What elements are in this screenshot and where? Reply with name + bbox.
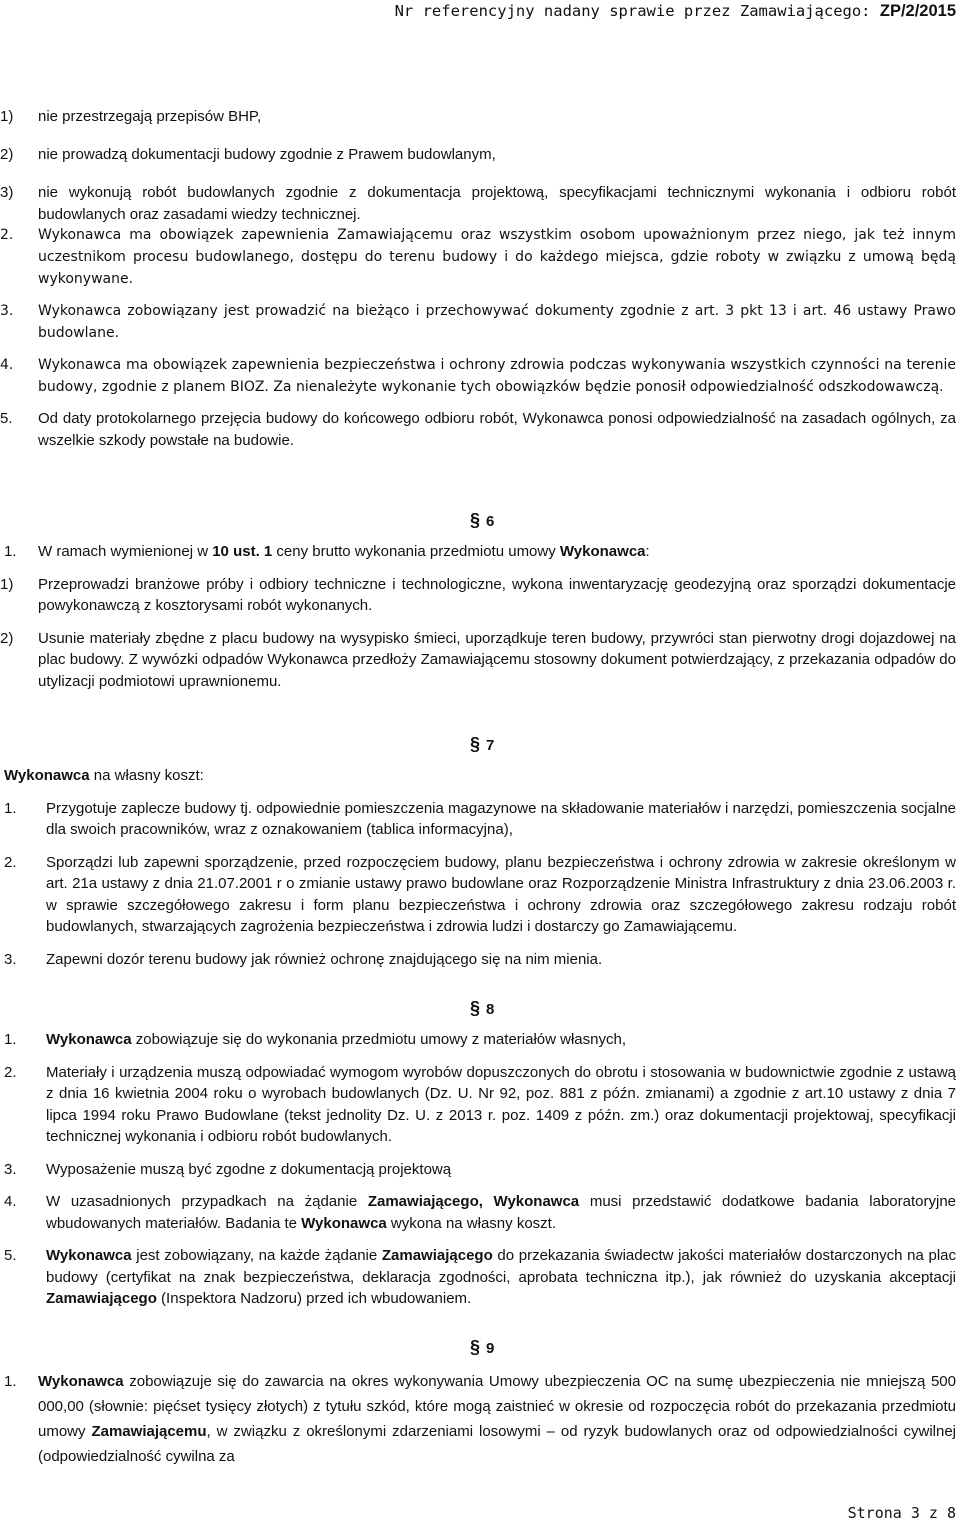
section-8-heading: § 8: [470, 998, 495, 1018]
list-a: [0, 106, 960, 225]
list-item: 1. Przygotuje zaplecze budowy tj. odpowiednie pomieszczenia magazynowe na składowanie materiałów i narzędzi, pomieszczenia socjalne dla swoich pracowników, wraz z oznakowaniem (tablica informacyjna),: [4, 799, 956, 838]
list-item: 1) nie przestrzegają przepisów BHP,: [0, 108, 262, 125]
page-number: Strona 3 z 8: [847, 1504, 956, 1522]
list-item: 3) nie wykonują robót budowlanych zgodnie z dokumentacja projektową, specyfikacjami technicznymi wykonania i odbioru robót budowlanych oraz zasadami wiedzy technicznej.: [0, 184, 956, 223]
section-7-intro: Wykonawca na własny koszt:: [4, 767, 204, 784]
list-item: 1. Wykonawca zobowiązuje się do zawarcia na okres wykonywania Umowy ubezpieczenia OC na sumę ubezpieczenia nie mniejszą 500 000,00 (słownie: pięćset tysięcy złotych) z tytułu szkód, które mogą zaistnieć w okresie od rozpoczęcia robót do przekazania przedmiotu umowy Zamawiającemu, w związku z określonymi zdarzeniami losowymi – od ryzyk budowlanych oraz od odpowiedzialności cywilnej (odpowiedzialność cywilna za: [4, 1373, 956, 1465]
list-item: 4. W uzasadnionych przypadkach na żądanie Zamawiającego, Wykonawca musi przedstawić dodatkowe badania laboratoryjne wbudowanych materiałów. Badania te Wykonawca wykona na własny koszt.: [4, 1193, 957, 1232]
list-item: 5. Wykonawca jest zobowiązany, na każde żądanie Zamawiającego do przekazania świadectw jakości materiałów dostarczonych na plac budowy (certyfikat na znak bezpieczeństwa, deklaracja zgodności, aprobata techniczna itp.), jak również do uzyskania akceptacji Zamawiającego (Inspektora Nadzoru) przed ich wbudowaniem.: [4, 1247, 956, 1307]
reference-header: [395, 2, 956, 21]
list-item: 3. Zapewni dozór terenu budowy jak również ochronę znajdującego się na nim mienia.: [4, 950, 603, 968]
list-item: 3. Wyposażenie muszą być zgodne z dokumentacją projektową: [4, 1160, 452, 1178]
section-7-heading: § 7: [470, 734, 495, 754]
section-8-body: [0, 1029, 960, 1310]
list-item: 2. Materiały i urządzenia muszą odpowiadać wymogom wyrobów dopuszczonych do obrotu i stosowania w budownictwie zgodnie z ustawą z dnia 16 kwietnia 2004 roku o wyrobach budowlanych (Dz. U. Nr 92, poz. 881 z późn. zmianami) a zgodnie z art.10 ustawy z dnia 7 lipca 1994 roku Prawo Budowlane (tekst jednolity Dz. U. z 2013 r. poz. 1409 z późn. zm.) oraz dokumentacji projektowaj, specyfikacji technicznej wykonania i odbioru robót budowlanych.: [4, 1063, 956, 1145]
section-9-heading: § 9: [470, 1337, 495, 1357]
reference-number: ZP/2/2015: [879, 2, 956, 20]
list-item: 2. Wykonawca ma obowiązek zapewnienia Zamawiającemu oraz wszystkim osobom upoważnionym przez niego, jak też innym uczestnikom procesu budowlanego, dostępu do terenu budowy i do każdego miejsca, gdzie roboty w związku z umową będą wykonywane.: [0, 227, 956, 287]
section-6-body: [0, 541, 960, 692]
section-6-heading: § 6: [470, 510, 495, 530]
list-item: 5. Od daty protokolarnego przejęcia budowy do końcowego odbioru robót, Wykonawca ponosi odpowiedzialność na zasadach ogólnych, za wszelkie szkody powstałe na budowie.: [0, 410, 956, 449]
list-item: 1. Wykonawca zobowiązuje się do wykonania przedmiotu umowy z materiałów własnych,: [4, 1031, 626, 1048]
list-item: 2) nie prowadzą dokumentacji budowy zgodnie z Prawem budowlanym,: [0, 145, 496, 163]
list-item: 2. Sporządzi lub zapewni sporządzenie, przed rozpoczęciem budowy, planu bezpieczeństwa i ochrony zdrowia w zakresie określonym w art. 21a ustawy z dnia 21.07.2001 r o zmianie ustawy prawo budowlane oraz Rozporządzenie Ministra Infrastruktury z dnia 23.06.2003 r. w sprawie szczegółowego zakresu i form planu bezpieczeństwa i ochrony zdrowia oraz szczegółowego zakresu rodzaju robót budowlanych, stwarzających zagrożenia bezpieczeństwa i zdrowia ludzi i dostarczy go Zamawiającemu.: [4, 853, 956, 935]
section-9-body: [0, 1369, 960, 1469]
list-item: 4. Wykonawca ma obowiązek zapewnienia bezpieczeństwa i ochrony zdrowia podczas wykonywania wszystkich czynności na terenie budowy, zgodnie z planem BIOZ. Za nienależyte wykonanie tych obowiązków będzie ponosił odpowiedzialność odszkodowawczą.: [0, 357, 956, 395]
list-item: 1) Przeprowadzi branżowe próby i odbiory techniczne i technologiczne, wykona inwentaryzację geodezyjną oraz sporządzi dokumentacje powykonawczą z kosztorysami robót wykonanych.: [0, 575, 956, 614]
reference-label: Nr referencyjny nadany sprawie przez Zamawiającego:: [394, 2, 871, 20]
section-6-intro: 1. W ramach wymienionej w 10 ust. 1 ceny brutto wykonania przedmiotu umowy Wykonawca:: [4, 543, 650, 560]
list-item: 3. Wykonawca zobowiązany jest prowadzić na bieżąco i przechowywać dokumenty zgodnie z art. 3 pkt 13 i art. 46 ustawy Prawo budowlane.: [0, 303, 956, 341]
list-item: 2) Usunie materiały zbędne z placu budowy na wysypisko śmieci, uporządkuje teren budowy, przywróci stan pierwotny drogi dojazdowej na plac budowy. Z wywózki odpadów Wykonawca przedłoży Zamawiającemu stosowny dokument potwierdzający, z przekazania odpadów do utylizacji podmiotowi uprawnionemu.: [0, 629, 956, 690]
section-7-body: [0, 765, 960, 970]
section-5-list: [0, 224, 960, 452]
